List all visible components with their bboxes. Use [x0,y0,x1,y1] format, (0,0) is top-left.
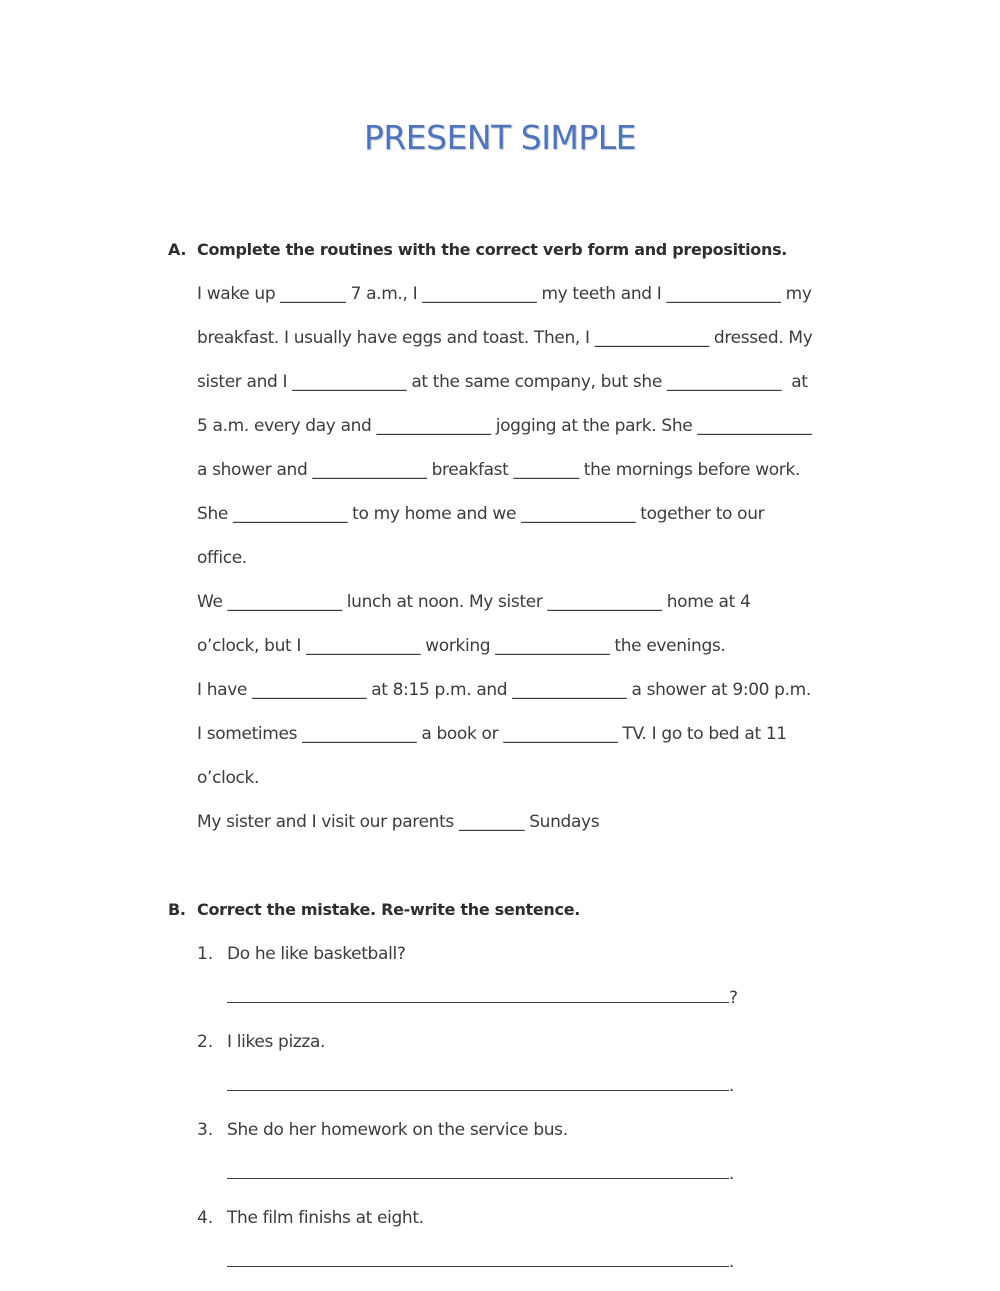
section-b-heading [168,900,580,919]
question-text: Do he like basketball? [227,944,406,964]
exercise-line: sister and I ______________ at the same company, but she ______________ at [197,372,808,392]
section-a-instruction: Complete the routines with the correct verb form and prepositions. [197,240,788,259]
exercise-line: She ______________ to my home and we ______________ together to our [197,504,765,524]
exercise-line: I wake up ________ 7 a.m., I ______________ my teeth and I ______________ my [197,284,812,304]
question-text: The film finishs at eight. [227,1208,424,1228]
section-b-instruction: Correct the mistake. Re-write the sentence. [197,900,581,919]
exercise-line: 5 a.m. every day and ______________ jogging at the park. She ______________ [197,416,812,436]
question-text: I likes pizza. [227,1032,326,1052]
question-number: 2. [197,1032,214,1052]
exercise-line: I sometimes ______________ a book or ______________ TV. I go to bed at 11 [197,724,787,744]
section-a-marker: A. [168,240,187,259]
answer-line[interactable] [227,988,738,1008]
exercise-line: breakfast. I usually have eggs and toast. Then, I ______________ dressed. My [197,328,813,348]
page-title: PRESENT SIMPLE [363,118,637,157]
question-number: 1. [197,944,214,964]
answer-line[interactable] [227,1164,734,1184]
answer-rule [227,1076,729,1091]
section-a-heading [168,240,787,259]
answer-end-mark: . [729,1252,735,1272]
exercise-line: We ______________ lunch at noon. My sister ______________ home at 4 [197,592,751,612]
exercise-line: My sister and I visit our parents ________ Sundays [197,812,600,832]
answer-rule [227,1164,729,1179]
answer-end-mark: . [729,1076,735,1096]
answer-line[interactable] [227,1076,734,1096]
answer-end-mark: ? [729,988,739,1008]
question-number: 4. [197,1208,214,1228]
answer-end-mark: . [729,1164,735,1184]
answer-rule [227,988,729,1003]
section-b-marker: B. [168,900,186,919]
answer-line[interactable] [227,1252,734,1272]
question-text: She do her homework on the service bus. [227,1120,568,1140]
exercise-line: a shower and ______________ breakfast ________ the mornings before work. [197,460,800,480]
question-number: 3. [197,1120,214,1140]
exercise-line: I have ______________ at 8:15 p.m. and ______________ a shower at 9:00 p.m. [197,680,811,700]
exercise-line: o’clock. [197,768,260,788]
exercise-line: o’clock, but I ______________ working ______________ the evenings. [197,636,726,656]
exercise-line: office. [197,548,247,568]
answer-rule [227,1252,729,1267]
